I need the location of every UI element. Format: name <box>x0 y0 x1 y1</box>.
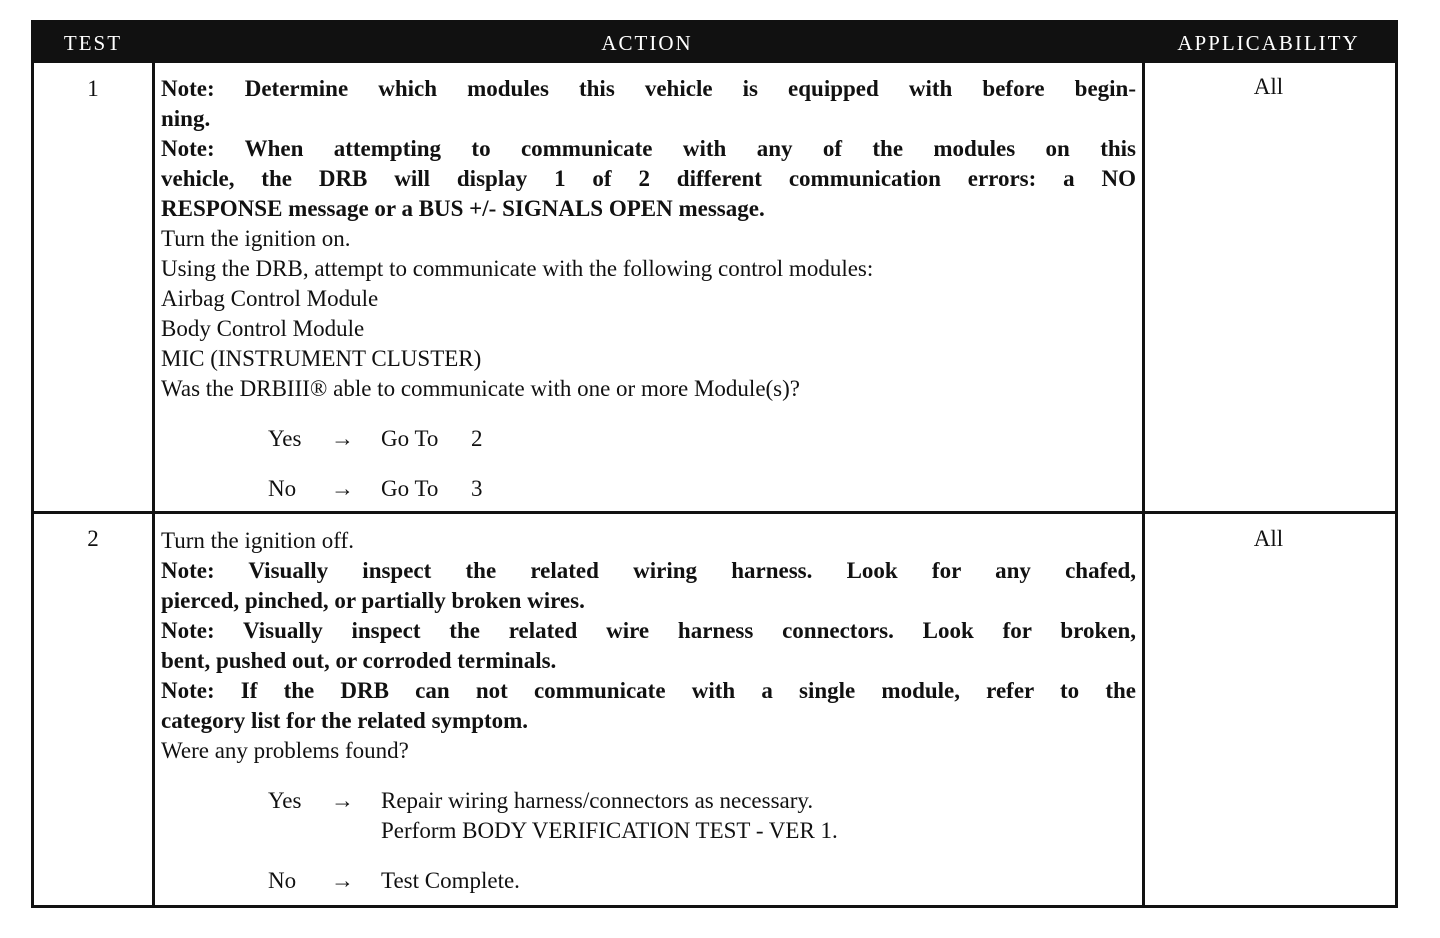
choice-no <box>161 474 1136 504</box>
choice-no <box>161 866 1136 896</box>
choice-target: 2 <box>471 426 483 451</box>
question-line: Were any problems found? <box>161 738 409 763</box>
note-line: vehicle, the DRB will display 1 of 2 different communication errors: a NO <box>161 166 1136 191</box>
choice-label: No <box>268 476 297 501</box>
arrow-icon: → <box>331 788 354 813</box>
note-line: Note: When attempting to communicate with any of the modules on this <box>161 136 1136 161</box>
column-divider <box>152 63 155 905</box>
note-line: Note: Determine which modules this vehicle is equipped with before begin- <box>161 76 1136 101</box>
choice-action: Test Complete. <box>381 868 520 893</box>
arrow-icon: → <box>331 868 354 893</box>
choice-action: Go To <box>381 476 439 501</box>
arrow-icon: → <box>331 426 354 451</box>
instruction-line: Turn the ignition on. <box>161 226 351 251</box>
arrow-icon: → <box>331 476 354 501</box>
choice-label: Yes <box>268 788 302 813</box>
table-header <box>34 23 1395 63</box>
choice-yes <box>161 786 1136 816</box>
note-line: bent, pushed out, or corroded terminals. <box>161 648 557 673</box>
note-line: ning. <box>161 106 211 131</box>
module-item: Airbag Control Module <box>161 286 379 311</box>
action-cell <box>161 74 1136 504</box>
choice-yes <box>161 424 1136 454</box>
choice-action: Go To <box>381 426 439 451</box>
note-line: Note: Visually inspect the related wire harness connectors. Look for broken, <box>161 618 1136 643</box>
question-line: Was the DRBIII® able to communicate with one or more Module(s)? <box>161 376 801 401</box>
instruction-line: Turn the ignition off. <box>161 528 354 553</box>
module-item: MIC (INSTRUMENT CLUSTER) <box>161 346 482 371</box>
choice-label: No <box>268 868 297 893</box>
note-line: RESPONSE message or a BUS +/- SIGNALS OPEN message. <box>161 196 765 221</box>
note-line: Note: Visually inspect the related wiring harness. Look for any chafed, <box>161 558 1136 583</box>
applicability-value: All <box>1253 74 1284 99</box>
instruction-line: Using the DRB, attempt to communicate with the following control modules: <box>161 256 874 281</box>
header-test: TEST <box>63 31 123 55</box>
choice-target: 3 <box>471 476 483 501</box>
test-number: 2 <box>87 526 99 551</box>
column-divider <box>1142 63 1145 905</box>
test-number: 1 <box>87 76 99 101</box>
choice-label: Yes <box>268 426 302 451</box>
diagnostic-table <box>31 20 1398 908</box>
note-line: Note: If the DRB can not communicate with a single module, refer to the <box>161 678 1136 703</box>
choice-action: Perform BODY VERIFICATION TEST - VER 1. <box>381 818 838 843</box>
choice-action: Repair wiring harness/connectors as necessary. <box>381 788 814 813</box>
row-divider <box>34 511 1395 514</box>
choice-yes-continued <box>161 816 1136 846</box>
action-cell <box>161 526 1136 896</box>
header-action: ACTION <box>601 31 693 55</box>
note-line: category list for the related symptom. <box>161 708 529 733</box>
module-item: Body Control Module <box>161 316 365 341</box>
note-line: pierced, pinched, or partially broken wires. <box>161 588 585 613</box>
applicability-value: All <box>1253 526 1284 551</box>
header-applicability: APPLICABILITY <box>1177 31 1360 55</box>
